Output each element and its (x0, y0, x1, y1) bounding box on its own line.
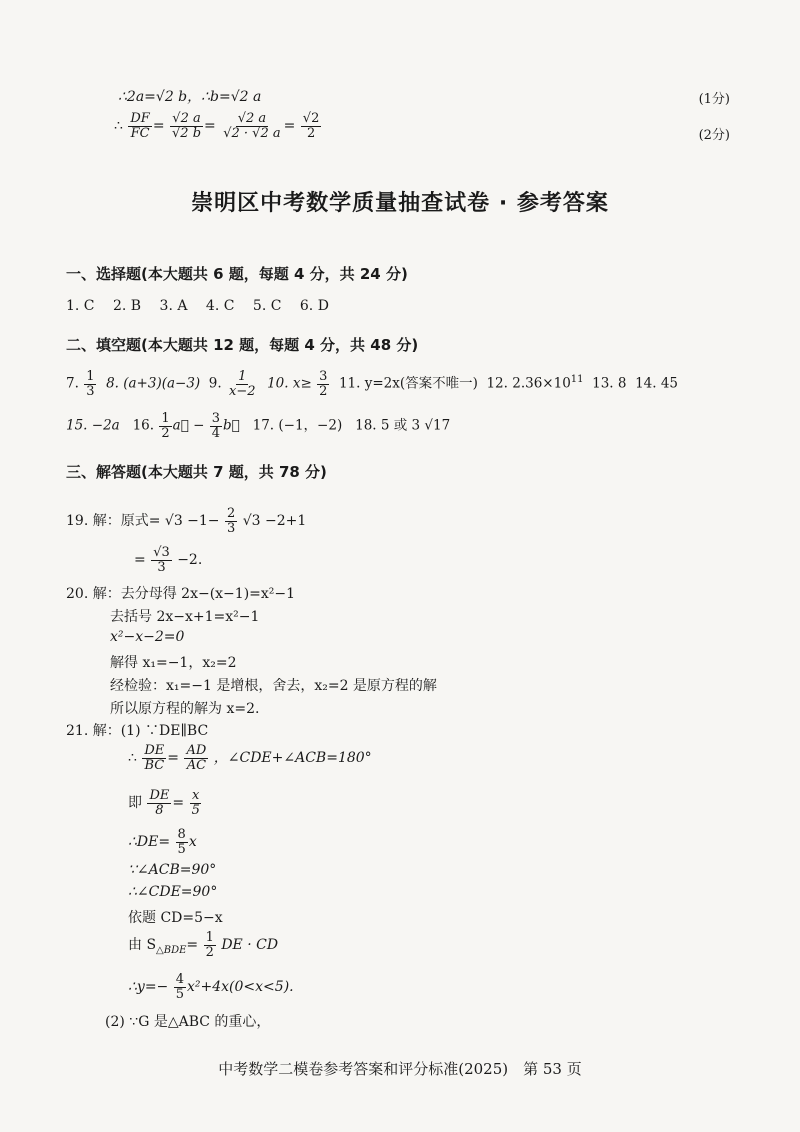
frac-num: AD (186, 743, 207, 758)
q21-line3: 即 $\frac{DE}{8}$ = $\frac{x}{5}$ (128, 788, 200, 818)
q20-line4: 解得 x₁=−1，x₂=2 (110, 655, 237, 671)
frac-den: AC (186, 757, 207, 773)
frac-den: x−2 (228, 383, 256, 399)
q19-equals: = (134, 552, 146, 569)
fraction (204, 931, 216, 959)
q21-line8 (128, 931, 278, 959)
q19-fraction-2 (151, 546, 172, 574)
frac-den: 8 (155, 802, 164, 818)
frac-num: √3 (153, 545, 170, 560)
frac-den: 2 (319, 383, 328, 399)
answer-3: 3. A (159, 298, 188, 314)
answer-16-end: b⃗ (223, 417, 240, 434)
answer-1: 1. C (66, 298, 95, 314)
q19-text: 19. 解：原式= √3 −1− (66, 513, 220, 530)
therefore-symbol: ∴ (128, 750, 137, 767)
frac-den: √2 · √2 a (223, 125, 281, 141)
q20-line1: 20. 解：去分母得 2x−(x−1)=x²−1 (66, 586, 296, 602)
frac-num: √2 (302, 111, 320, 126)
answer-16-label: 16. (132, 417, 155, 434)
fraction (147, 789, 171, 817)
q21-line10: (2) ∵G 是△ABC 的重心， (105, 1014, 271, 1030)
top-line-2-score: (2分) (698, 128, 730, 143)
answer-2: 2. B (112, 298, 142, 314)
area-product: DE · CD (221, 937, 279, 954)
frac-den: 3 (227, 520, 236, 536)
q20-line5: 经检验：x₁=−1 是增根，舍去，x₂=2 是原方程的解 (110, 678, 437, 694)
frac-den: BC (144, 757, 165, 773)
fraction-df-fc (128, 112, 151, 140)
y-equals: ∴y=− (128, 979, 169, 996)
fraction (170, 112, 203, 140)
section1-answers (66, 298, 343, 314)
frac-num: DE (149, 788, 170, 803)
fraction (142, 744, 166, 772)
namely-text: 即 (128, 795, 142, 812)
frac-num: 1 (205, 930, 214, 945)
area-subscript: △BDE (156, 944, 187, 956)
frac-num: √2 a (172, 111, 201, 126)
answer-16-fraction-1 (159, 412, 171, 440)
answer-16-mid: a⃗ − (172, 417, 205, 434)
q21-line4 (128, 828, 197, 856)
q21-line2: ∴ $\frac{DE}{BC}$ = $\frac{AD}{AC}$ ，∠CDE+∠ACB=180° (128, 743, 372, 773)
answer-5: 5. C (252, 298, 282, 314)
top-line-1 (118, 86, 261, 106)
frac-den: 3 (86, 383, 95, 399)
top-line-1-score: (1分) (698, 92, 730, 107)
frac-den: 2 (205, 944, 214, 960)
q21-line6: ∴∠CDE=90° (128, 884, 218, 900)
q19-result: −2. (177, 552, 203, 569)
answer-14: 14. 45 (635, 375, 679, 392)
q19-text-end: √3 −2+1 (242, 513, 307, 530)
frac-den: 4 (211, 425, 220, 441)
frac-num: 8 (177, 827, 186, 842)
answer-13: 13. 8 (592, 375, 627, 392)
page-title: 崇明区中考数学质量抽查试卷 · 参考答案 (191, 191, 609, 216)
q20-line2: 去括号 2x−x+1=x²−1 (110, 609, 260, 625)
answer-12: 12. 2.36×10 (486, 375, 571, 392)
fraction (176, 828, 188, 856)
frac-num: DF (130, 111, 150, 126)
de-equals: ∴DE= (128, 834, 171, 851)
answer-16-fraction-2 (210, 412, 222, 440)
fraction (301, 112, 322, 140)
fraction (184, 744, 208, 772)
section2-heading: 二、填空题(本大题共 12 题，每题 4 分，共 48 分) (66, 336, 419, 354)
top-line-2: ∴ $\frac{DF}{FC}$ = $\frac{√2 a}{√2 b}$ = $\frac{√2 a}{√2 \cdot √2 a}$ = $\frac{√2}{2}$ (114, 111, 320, 141)
section2-row2 (66, 412, 450, 440)
frac-den: 3 (157, 559, 166, 575)
frac-num: 3 (211, 411, 220, 426)
q19-line2 (134, 546, 202, 574)
angle-sum-text: ，∠CDE+∠ACB=180° (213, 750, 372, 767)
q20-line3: x²−x−2=0 (110, 629, 185, 645)
section3-heading: 三、解答题(本大题共 7 题，共 78 分) (66, 463, 327, 481)
equals: = (186, 937, 199, 954)
answer-17: 17. (−1，−2) (252, 417, 343, 434)
frac-den: 5 (177, 841, 186, 857)
frac-num: √2 a (237, 111, 267, 126)
answer-10-fraction (317, 370, 329, 398)
answer-15: 15. −2a (66, 417, 120, 434)
frac-den: FC (130, 125, 150, 141)
fraction (221, 112, 282, 140)
area-symbol: 由 S (128, 937, 157, 954)
q21-line5: ∵∠ACB=90° (128, 862, 217, 878)
frac-num: 1 (161, 411, 170, 426)
frac-num: 1 (86, 369, 95, 384)
answer-9-fraction (227, 370, 258, 398)
frac-den: √2 b (172, 125, 202, 141)
q21-line9 (128, 973, 294, 1001)
q21-line7: 依题 CD=5−x (128, 910, 223, 926)
q21-line1: 21. 解：(1) ∵DE∥BC (66, 723, 209, 739)
answer-4: 4. C (205, 298, 235, 314)
q20-line6: 所以原方程的解为 x=2. (110, 701, 260, 717)
answer-6: 6. D (299, 298, 329, 314)
q19-fraction (225, 507, 237, 535)
frac-num: 3 (319, 369, 328, 384)
frac-den: 2 (161, 425, 170, 441)
page-footer: 中考数学二模卷参考答案和评分标准(2025) 第 53 页 (218, 1060, 582, 1078)
variable-x: x (188, 834, 197, 851)
fraction (174, 973, 186, 1001)
therefore-symbol: ∴ (114, 118, 123, 135)
frac-den: 2 (306, 125, 316, 141)
answer-10-label: 10. x≥ (267, 375, 312, 392)
answer-18: 18. 5 或 3 √17 (355, 417, 451, 434)
frac-num: 1 (238, 369, 247, 384)
q19-line1 (66, 507, 306, 535)
answer-8: 8. (a+3)(a−3) (106, 375, 201, 392)
section2-row1 (66, 370, 678, 398)
fraction (190, 789, 202, 817)
y-expression: x²+4x(0<x<5). (187, 979, 294, 996)
answer-7-fraction (84, 370, 96, 398)
frac-num: 4 (175, 972, 185, 987)
frac-num: DE (144, 743, 165, 758)
frac-num: 2 (227, 506, 236, 521)
top-line-1-text: ∴2a=√2 b，∴b=√2 a (118, 89, 262, 105)
frac-num: x (192, 788, 200, 803)
answer-11: 11. y=2x(答案不唯一) (338, 375, 478, 392)
frac-den: 5 (175, 986, 185, 1002)
section1-heading: 一、选择题(本大题共 6 题，每题 4 分，共 24 分) (66, 265, 408, 283)
answer-12-exponent: 11 (570, 374, 584, 386)
frac-den: 5 (191, 802, 200, 818)
answer-9-label: 9. (208, 375, 222, 392)
answer-7-label: 7. (66, 375, 79, 392)
